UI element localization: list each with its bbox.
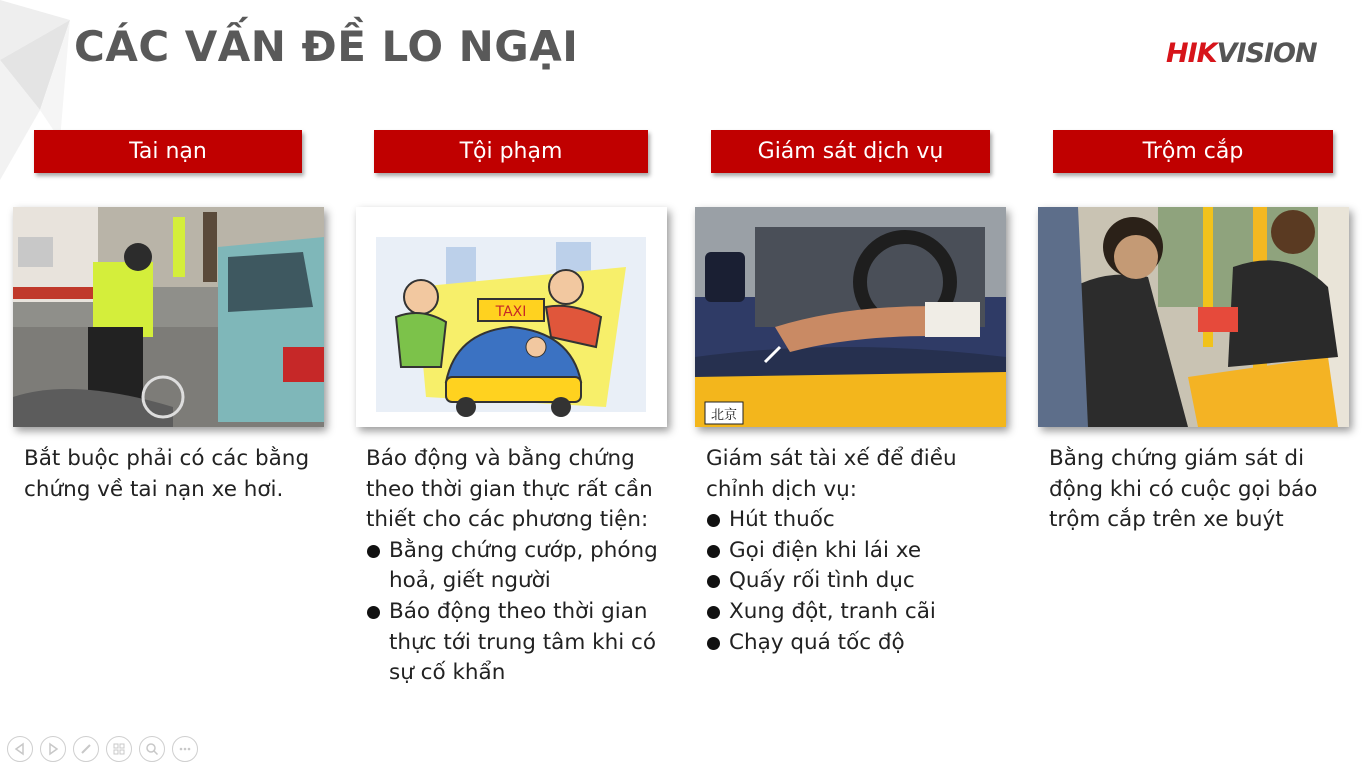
bullet-icon bbox=[707, 606, 720, 619]
header-tai-nan: Tai nạn bbox=[34, 130, 302, 173]
bullet-icon bbox=[707, 514, 720, 527]
text-tai-nan bbox=[24, 444, 324, 505]
header-toi-pham: Tội phạm bbox=[374, 130, 648, 173]
list-item: Gọi điện khi lái xe bbox=[706, 536, 1006, 567]
list-item: Xung đột, tranh cãi bbox=[706, 597, 1006, 628]
bullet-icon bbox=[707, 545, 720, 558]
header-giam-sat-dich-vu: Giám sát dịch vụ bbox=[711, 130, 990, 173]
bus-pickpocket-photo bbox=[1038, 207, 1349, 427]
logo-part-2: VISION bbox=[1216, 38, 1317, 69]
pen-icon[interactable] bbox=[73, 736, 99, 762]
previous-icon[interactable] bbox=[7, 736, 33, 762]
list-item: Bằng chứng cướp, phóng hoả, giết người bbox=[366, 536, 666, 597]
header-trom-cap: Trộm cắp bbox=[1053, 130, 1333, 173]
list-item: Chạy quá tốc độ bbox=[706, 628, 1006, 659]
taxi-driver-smoking-photo bbox=[695, 207, 1006, 427]
list-item: Quấy rối tình dục bbox=[706, 566, 1006, 597]
text-giam-sat-dich-vu bbox=[706, 444, 1006, 658]
zoom-icon[interactable] bbox=[139, 736, 165, 762]
bullet-icon bbox=[707, 637, 720, 650]
car-door-text: 北京 bbox=[710, 408, 738, 423]
taxi-crime-cartoon bbox=[356, 207, 667, 427]
next-icon[interactable] bbox=[40, 736, 66, 762]
paragraph: Báo động và bằng chứng theo thời gian thực rất cần thiết cho các phương tiện: bbox=[366, 446, 653, 533]
text-toi-pham bbox=[366, 444, 666, 689]
slide-title: CÁC VẤN ĐỀ LO NGẠI bbox=[74, 22, 579, 71]
slideshow-controls bbox=[7, 736, 198, 762]
bullet-icon bbox=[367, 606, 380, 619]
bullet-icon bbox=[367, 545, 380, 558]
more-icon[interactable] bbox=[172, 736, 198, 762]
slides-icon[interactable] bbox=[106, 736, 132, 762]
paragraph: Bắt buộc phải có các bằng chứng về tai nạn xe hơi. bbox=[24, 446, 310, 502]
paragraph: Bằng chứng giám sát di động khi có cuộc gọi báo trộm cắp trên xe buýt bbox=[1049, 446, 1318, 533]
text-trom-cap bbox=[1049, 444, 1349, 536]
list-item: Hút thuốc bbox=[706, 505, 1006, 536]
traffic-accident-photo bbox=[13, 207, 324, 427]
taxi-sign-text: TAXI bbox=[495, 304, 527, 320]
hikvision-logo bbox=[1166, 38, 1317, 69]
logo-part-1: HIK bbox=[1166, 38, 1217, 69]
bullet-icon bbox=[707, 575, 720, 588]
paragraph: Giám sát tài xế để điều chỉnh dịch vụ: bbox=[706, 446, 957, 502]
list-item: Báo động theo thời gian thực tới trung tâm khi có sự cố khẩn bbox=[366, 597, 666, 689]
